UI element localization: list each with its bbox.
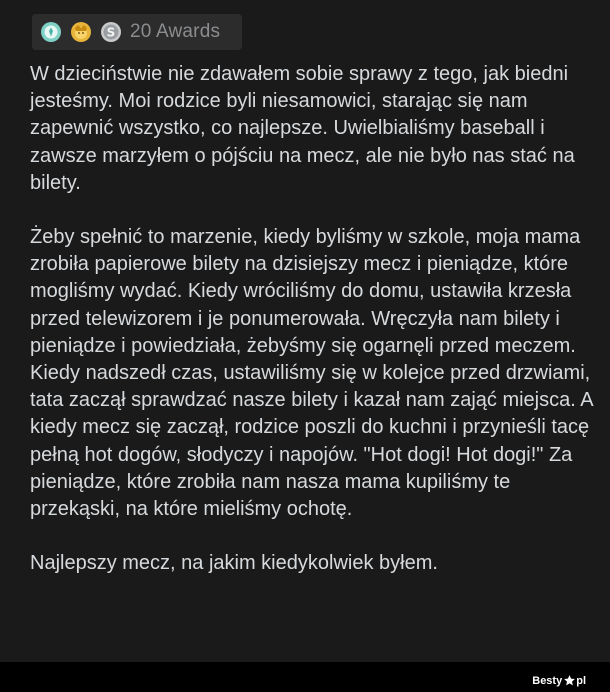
footer-strip bbox=[0, 662, 610, 692]
watermark-text-right: pl bbox=[576, 674, 586, 687]
awards-count: 20 Awards bbox=[130, 21, 221, 42]
post-body bbox=[30, 61, 595, 577]
watermark-text-left: Besty bbox=[532, 674, 563, 687]
silver-award-icon bbox=[100, 21, 122, 43]
post-paragraph: Najlepszy mecz, na jakim kiedykolwiek byłem. bbox=[30, 552, 438, 575]
svg-text:S: S bbox=[106, 25, 116, 40]
besty-watermark bbox=[532, 674, 586, 687]
helpful-award-icon bbox=[40, 21, 62, 43]
awards-bar[interactable] bbox=[32, 14, 242, 50]
post-paragraph: Żeby spełnić to marzenie, kiedy byliśmy w szkole, moja mama zrobiła papierowe bilety na dzisiejszy mecz i pieniądze, które mogliśmy wydać. Kiedy wróciliśmy do domu, ustawiła krzesła przed telewizorem i je ponumerowała. Wręczyła nam bilety i pieniądze i powiedziała, żebyśmy się ogarnęli przed meczem. Kiedy nadszedł czas, ustawiliśmy się w kolejce przed drzwiami, tata zaczął sprawdzać nasze bilety i kazał nam zająć miejsca. A kiedy mecz się zaczął, rodzice poszli do kuchni i przynieśli tacę pełną hot dogów, słodyczy i napojów. "Hot dogi! Hot dogi!" Za pieniądze, które zrobiła nam nasza mama kupiliśmy te przekąski, na które mieliśmy ochotę. bbox=[30, 226, 593, 521]
post-paragraph: W dzieciństwie nie zdawałem sobie sprawy z tego, jak biedni jesteśmy. Moi rodzice byli niesamowici, starając się nam zapewnić wszystko, co najlepsze. Uwielbialiśmy baseball i zawsze marzyłem o pójściu na mecz, ale nie było nas stać na bilety. bbox=[30, 63, 575, 194]
star-icon bbox=[563, 674, 576, 687]
wholesome-award-icon bbox=[70, 21, 92, 43]
